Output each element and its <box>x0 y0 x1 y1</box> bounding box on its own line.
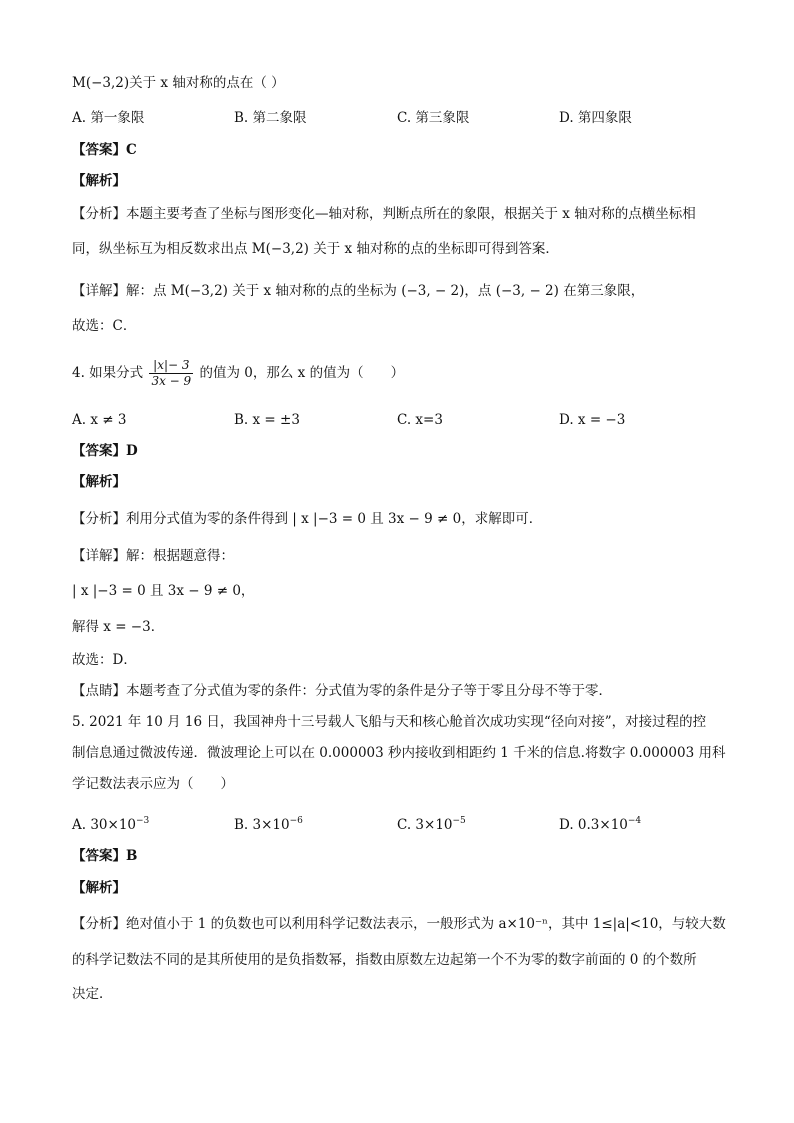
q3-analysis-line-2: 同，纵坐标互为相反数求出点 M(−3,2) 关于 x 轴对称的点的坐标即可得到答案． <box>72 241 559 257</box>
q5-stem-line-2: 制信息通过微波传递．微波理论上可以在 0.000003 秒内接收到相距约 1 千米的信息.将数字 0.000003 用科 <box>72 745 726 761</box>
q3-option-b: B. 第二象限 <box>234 110 307 126</box>
q3-detail: 【详解】解：点 M(−3,2) 关于 x 轴对称的点的坐标为 (−3, − 2)，点 (−3, − 2) 在第三象限， <box>72 283 645 299</box>
q3-answer: 【答案】C <box>72 142 137 158</box>
q3-option-d: D. 第四象限 <box>559 110 632 126</box>
q5-analysis-tag: 【解析】 <box>72 880 126 896</box>
q4-option-d: D. x = −3 <box>559 412 626 428</box>
q3-analysis-line-1: 【分析】本题主要考查了坐标与图形变化—轴对称，判断点所在的象限，根据关于 x 轴对称的点横坐标相 <box>72 206 696 222</box>
q3-choice: 故选：C． <box>72 318 137 334</box>
q4-fraction-numerator: |x|− 3 <box>149 358 193 374</box>
q3-option-a: A. 第一象限 <box>72 110 145 126</box>
q5-option-b <box>234 810 303 836</box>
q5-option-a-exponent: −3 <box>136 816 150 826</box>
q5-option-d-exponent: −4 <box>627 816 642 826</box>
q4-answer: 【答案】D <box>72 443 138 459</box>
q4-analysis: 【分析】利用分式值为零的条件得到 | x |−3 = 0 且 3x − 9 ≠ 0，求解即可． <box>72 511 543 527</box>
q5-options <box>72 810 732 832</box>
q5-analysis-line-2: 的科学记数法不同的是其所使用的是负指数幂，指数由原数左边起第一个不为零的数字前面的 0 的个数所 <box>72 952 697 968</box>
q5-option-a-label: A. 30×10 <box>72 817 136 833</box>
q5-option-c-exponent: −5 <box>452 816 466 826</box>
q4-option-a: A. x ≠ 3 <box>72 412 127 428</box>
q3-option-c: C. 第三象限 <box>397 110 470 126</box>
q5-option-b-exponent: −6 <box>289 816 303 826</box>
q3-stem: M(−3,2)关于 x 轴对称的点在（ ） <box>72 75 285 91</box>
q3-analysis-tag: 【解析】 <box>72 173 126 189</box>
q5-option-d <box>559 810 641 836</box>
q4-stem-prefix: 4. 如果分式 <box>72 365 144 381</box>
q5-option-d-label: D. 0.3×10 <box>559 817 628 833</box>
q5-stem-line-3: 学记数法表示应为（ ） <box>72 776 234 792</box>
q4-options <box>72 409 732 431</box>
q4-stem-suffix: 的值为 0，那么 x 的值为（ ） <box>199 365 405 381</box>
q4-summary: 【点睛】本题考查了分式值为零的条件：分式值为零的条件是分子等于零且分母不等于零． <box>72 683 612 699</box>
q5-analysis-line-1: 【分析】绝对值小于 1 的负数也可以利用科学记数法表示，一般形式为 a×10⁻ⁿ，其中 1≤|a|<10，与较大数 <box>72 916 726 932</box>
q4-detail-line-2: | x |−3 = 0 且 3x − 9 ≠ 0， <box>72 583 255 599</box>
q4-detail-line-3: 解得 x = −3． <box>72 619 165 635</box>
q4-analysis-tag: 【解析】 <box>72 474 126 490</box>
q5-stem-line-1: 5. 2021 年 10 月 16 日，我国神舟十三号载人飞船与天和核心舱首次成功实现“径向对接”，对接过程的控 <box>72 714 707 730</box>
q5-option-c-label: C. 3×10 <box>397 817 453 833</box>
q5-answer: 【答案】B <box>72 848 138 864</box>
q5-option-b-label: B. 3×10 <box>234 817 290 833</box>
q4-option-c: C. x=3 <box>397 412 443 428</box>
q4-fraction <box>149 358 193 389</box>
q5-analysis-line-3: 决定． <box>72 986 113 1002</box>
q4-option-b: B. x = ±3 <box>234 412 300 428</box>
q3-options <box>72 107 732 129</box>
q5-option-a <box>72 810 149 836</box>
q4-detail-line-1: 【详解】解：根据题意得： <box>72 548 234 564</box>
q4-stem <box>72 356 404 390</box>
q5-option-c <box>397 810 466 836</box>
q4-fraction-denominator: 3x − 9 <box>151 374 192 388</box>
q4-choice: 故选：D． <box>72 652 137 668</box>
